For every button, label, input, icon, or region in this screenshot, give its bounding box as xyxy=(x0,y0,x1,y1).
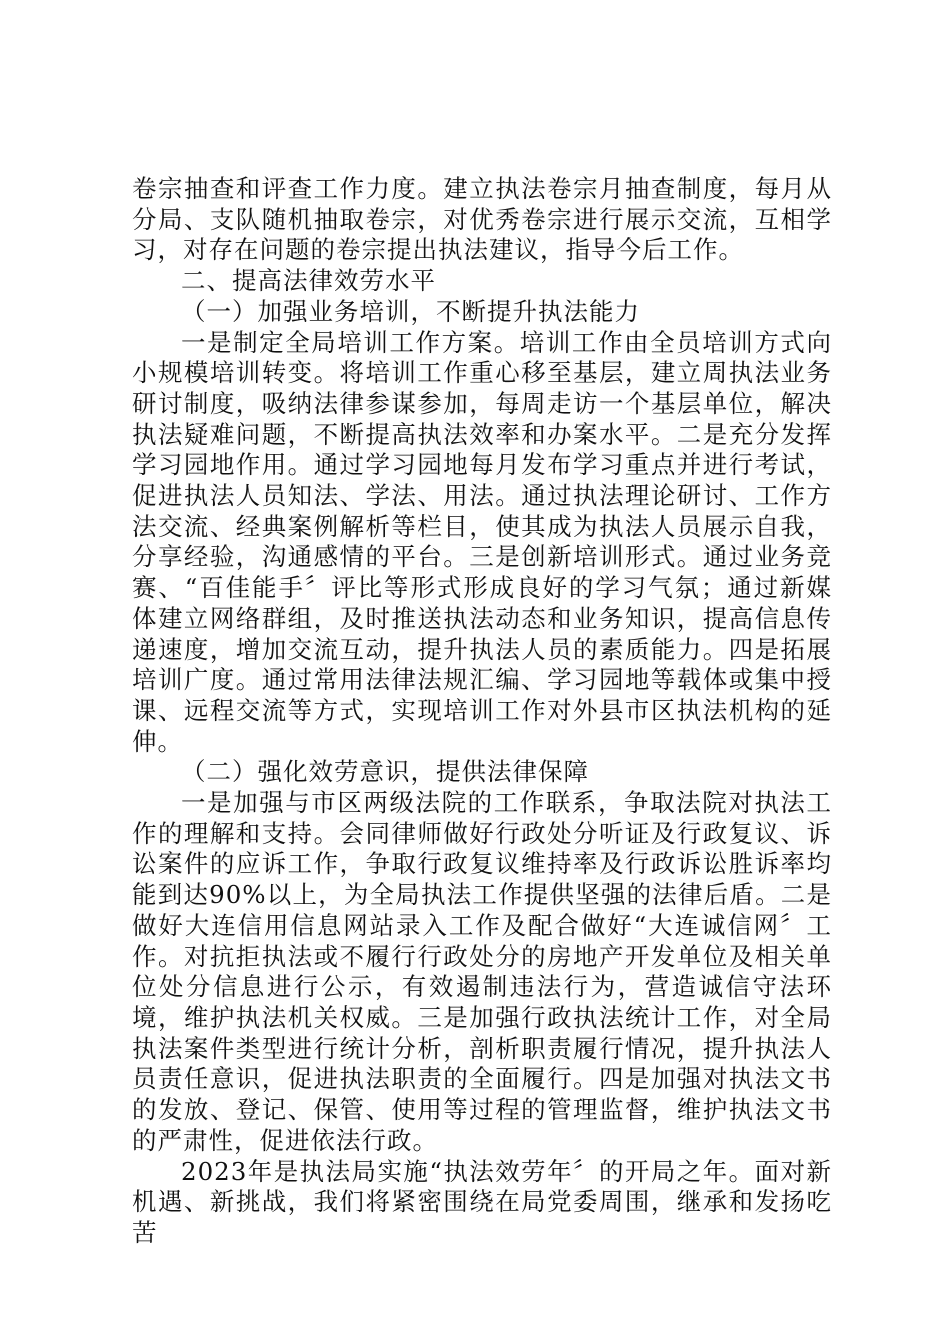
subsection-heading-2: （二）强化效劳意识，提供法律保障 xyxy=(181,757,589,787)
paragraph-training: 一是制定全局培训工作方案。培训工作由全员培训方式向小规模培训转变。将培训工作重心移至基层，建立周执法业务研讨制度，吸纳法律参谋参加，每周走访一个基层单位，解决执法疑难问题，不断提高执法效率和办案水平。二是充分发挥学习园地作用。通过学习园地每月发布学习重点并进行考试，促进执法人员知法、学法、用法。通过执法理论研讨、工作方法交流、经典案例解析等栏目，使其成为执法人员展示自我，分享经验，沟通感情的平台。三是创新培训形式。通过业务竞赛、“百佳能手〞评比等形式形成良好的学习气氛；通过新媒体建立网络群组，及时推送执法动态和业务知识，提高信息传递速度，增加交流互动，提升执法人员的素质能力。四是拓展培训广度。通过常用法律法规汇编、学习园地等载体或集中授课、远程交流等方式，实现培训工作对外县市区执法机构的延伸。 xyxy=(132,327,832,756)
paragraph-2023: 2023年是执法局实施“执法效劳年〞的开局之年。面对新机遇、新挑战，我们将紧密围绕在局党委周围，继承和发扬吃苦 xyxy=(132,1156,832,1247)
paragraph-continuation: 卷宗抽查和评查工作力度。建立执法卷宗月抽查制度，每月从分局、支队随机抽取卷宗，对优秀卷宗进行展示交流，互相学习，对存在问题的卷宗提出执法建议，指导今后工作。 xyxy=(132,174,832,265)
paragraph-service: 一是加强与市区两级法院的工作联系，争取法院对执法工作的理解和支持。会同律师做好行政处分听证及行政复议、诉讼案件的应诉工作，争取行政复议维持率及行政诉讼胜诉率均能到达90%以上，为全局执法工作提供坚强的法律后盾。二是做好大连信用信息网站录入工作及配合做好“大连诚信网〞工作。对抗拒执法或不履行行政处分的房地产开发单位及相关单位处分信息进行公示，有效遏制违法行为，营造诚信守法环境，维护执法机关权威。三是加强行政执法统计工作，对全局执法案件类型进行统计分析，剖析职责履行情况，提升执法人员责任意识，促进执法职责的全面履行。四是加强对执法文书的发放、登记、保管、使用等过程的管理监督，维护执法文书的严肃性，促进依法行政。 xyxy=(132,788,832,1155)
section-heading-2: 二、提高法律效劳水平 xyxy=(181,266,436,296)
document-body xyxy=(132,174,832,1249)
subsection-heading-1: （一）加强业务培训，不断提升执法能力 xyxy=(181,296,640,326)
